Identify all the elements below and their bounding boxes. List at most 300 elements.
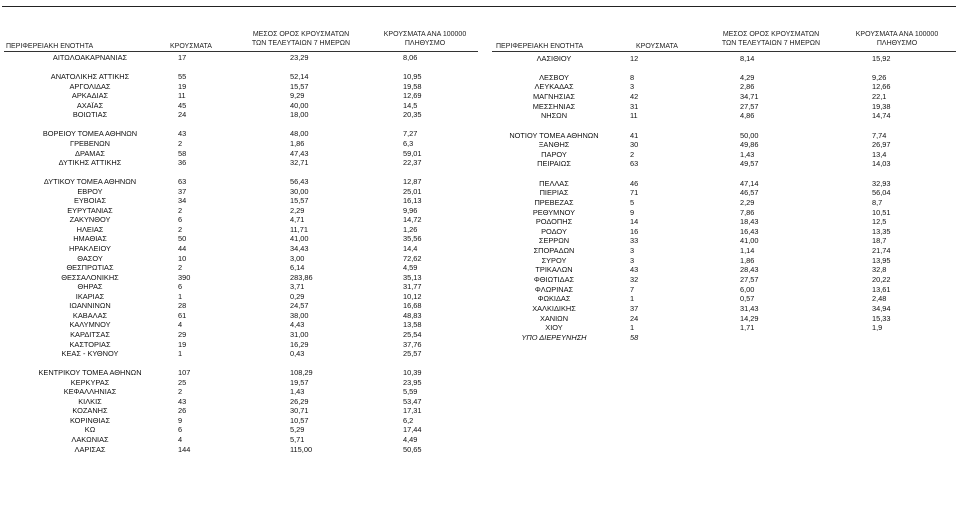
per100k-cell: 7,74 xyxy=(872,130,887,140)
region-cell: ΚΩ xyxy=(84,425,96,435)
avg7-cell: 115,00 xyxy=(290,444,313,454)
table-row xyxy=(0,253,960,266)
avg7-cell: 31,43 xyxy=(740,303,759,313)
table-row xyxy=(0,198,960,208)
table-row xyxy=(0,73,960,83)
avg7-cell: 1,86 xyxy=(740,255,755,265)
region-cell: ΕΒΡΟΥ xyxy=(77,186,103,196)
avg7-cell: 18,43 xyxy=(740,217,759,227)
per100k-cell: 12,69 xyxy=(403,91,422,101)
table-row xyxy=(0,285,960,295)
right-header-avg7 xyxy=(714,31,828,48)
region-cell: ΚΕΝΤΡΙΚΟΥ ΤΟΜΕΑ ΑΘΗΝΩΝ xyxy=(38,368,142,378)
region-cell: ΥΠΟ ΔΙΕΡΕΥΝΗΣΗ xyxy=(521,332,587,342)
table-row xyxy=(0,349,960,359)
table-row xyxy=(0,205,960,218)
region-cell: ΞΑΝΘΗΣ xyxy=(538,140,570,150)
avg7-cell: 1,71 xyxy=(740,323,755,333)
region-cell: ΚΙΛΚΙΣ xyxy=(78,396,102,406)
avg7-cell: 6,00 xyxy=(740,284,755,294)
avg7-cell: 4,43 xyxy=(290,320,305,330)
left-header-avg7-line1: ΜΕΣΟΣ ΟΡΟΣ ΚΡΟΥΣΜΑΤΩΝ xyxy=(252,31,350,38)
per100k-cell: 15,92 xyxy=(872,53,891,63)
per100k-cell: 16,13 xyxy=(403,196,422,206)
per100k-cell: 31,77 xyxy=(403,282,422,292)
avg7-cell: 11,71 xyxy=(290,224,308,234)
avg7-cell: 48,00 xyxy=(290,129,309,139)
cases-cell: 1 xyxy=(178,291,183,301)
region-cell: ΧΙΟΥ xyxy=(545,323,563,333)
avg7-cell: 23,29 xyxy=(290,53,309,62)
avg7-cell: 10,57 xyxy=(290,415,309,425)
table-row xyxy=(0,416,960,426)
table-row xyxy=(0,265,960,275)
per100k-cell: 15,33 xyxy=(872,313,891,323)
avg7-cell: 30,00 xyxy=(290,186,309,196)
cases-cell: 16 xyxy=(630,226,639,236)
region-cell: ΣΕΡΡΩΝ xyxy=(538,236,570,246)
avg7-cell: 4,29 xyxy=(740,72,755,82)
avg7-cell: 1,43 xyxy=(740,149,755,159)
avg7-cell: 56,43 xyxy=(290,177,309,187)
per100k-cell: 12,5 xyxy=(872,217,887,227)
table-spacer-row xyxy=(0,169,960,179)
cases-cell: 61 xyxy=(178,310,187,320)
cases-cell: 2 xyxy=(178,224,183,234)
region-cell: ΛΑΡΙΣΑΣ xyxy=(74,444,106,454)
avg7-cell: 27,57 xyxy=(740,101,759,111)
region-cell: ΚΕΡΚΥΡΑΣ xyxy=(70,377,110,387)
per100k-cell: 53,47 xyxy=(403,396,422,406)
per100k-cell: 17,31 xyxy=(403,406,422,416)
table-row xyxy=(0,54,960,64)
region-cell: ΛΕΥΚΑΔΑΣ xyxy=(534,82,574,92)
cases-cell: 29 xyxy=(178,329,187,339)
per100k-cell: 19,38 xyxy=(872,101,891,111)
cases-cell: 34 xyxy=(178,196,187,206)
per100k-cell: 19,58 xyxy=(403,81,422,91)
cases-cell: 25 xyxy=(178,377,187,387)
region-cell: ΠΑΡΟΥ xyxy=(541,149,567,159)
avg7-cell: 34,43 xyxy=(290,244,309,253)
per100k-cell: 8,06 xyxy=(403,53,418,62)
per100k-cell: 32,93 xyxy=(872,178,891,188)
table-row xyxy=(0,304,960,314)
per100k-cell: 6,2 xyxy=(403,415,414,425)
table-row xyxy=(0,111,960,121)
per100k-cell: 4,59 xyxy=(403,263,418,273)
avg7-cell: 46,57 xyxy=(740,188,759,198)
table-row xyxy=(0,92,960,102)
cases-cell: 43 xyxy=(178,129,187,139)
avg7-cell: 41,00 xyxy=(740,236,759,246)
avg7-cell: 27,57 xyxy=(740,274,759,284)
region-cell: ΖΑΚΥΝΘΟΥ xyxy=(69,215,111,225)
per100k-cell: 12,87 xyxy=(403,177,422,187)
avg7-cell: 28,43 xyxy=(740,265,759,275)
cases-cell: 37 xyxy=(630,303,639,313)
region-cell: ΓΡΕΒΕΝΩΝ xyxy=(70,138,110,148)
region-cell: ΚΑΛΥΜΝΟΥ xyxy=(69,320,111,330)
cases-cell: 4 xyxy=(178,320,183,330)
avg7-cell: 30,71 xyxy=(290,406,309,416)
region-cell: ΚΕΑΣ - ΚΥΘΝΟΥ xyxy=(61,349,119,359)
cases-cell: 9 xyxy=(630,207,635,217)
table-row xyxy=(0,425,960,435)
region-cell: ΤΡΙΚΑΛΩΝ xyxy=(535,265,573,275)
per100k-cell: 14,74 xyxy=(872,111,891,121)
table-row xyxy=(0,272,960,285)
region-cell: ΑΡΓΟΛΙΔΑΣ xyxy=(69,81,111,91)
avg7-cell: 1,43 xyxy=(290,387,305,397)
table-row xyxy=(0,236,960,246)
left-header-per100k-line2: ΠΛΗΘΥΣΜΟ xyxy=(404,39,446,47)
table-row xyxy=(0,445,960,455)
right-header-region: ΠΕΡΙΦΕΡΕΙΑΚΗ ΕΝΟΤΗΤΑ xyxy=(496,43,584,50)
cases-cell: 58 xyxy=(178,148,187,158)
table-row xyxy=(0,224,960,237)
cases-cell: 24 xyxy=(178,110,187,120)
cases-cell: 2 xyxy=(178,205,183,215)
cases-cell: 1 xyxy=(178,349,183,359)
avg7-cell: 49,57 xyxy=(740,159,759,169)
avg7-cell: 41,00 xyxy=(290,234,309,244)
region-cell: ΑΡΚΑΔΙΑΣ xyxy=(71,91,109,101)
avg7-cell: 5,29 xyxy=(290,425,305,435)
region-cell: ΡΕΘΥΜΝΟΥ xyxy=(532,207,576,217)
region-cell: ΝΗΣΩΝ xyxy=(540,111,568,121)
cases-cell: 8 xyxy=(630,72,635,82)
avg7-cell: 47,14 xyxy=(740,178,759,188)
region-cell: ΛΕΣΒΟΥ xyxy=(539,72,569,82)
table-row xyxy=(0,102,960,112)
avg7-cell: 1,86 xyxy=(290,138,305,148)
region-cell: ΜΑΓΝΗΣΙΑΣ xyxy=(533,92,575,102)
table-row xyxy=(0,150,960,160)
table-row xyxy=(0,291,960,304)
per100k-cell: 10,95 xyxy=(403,72,422,82)
cases-cell: 1 xyxy=(630,323,635,333)
avg7-cell: 15,57 xyxy=(290,196,309,206)
table-row xyxy=(0,131,960,141)
region-cell: ΧΑΝΙΩΝ xyxy=(539,313,569,323)
top-rule xyxy=(2,6,956,7)
table-row xyxy=(0,387,960,397)
cases-cell: 5 xyxy=(630,197,635,207)
per100k-cell: 25,57 xyxy=(403,349,422,359)
per100k-cell: 59,01 xyxy=(403,148,422,158)
per100k-cell: 14,5 xyxy=(403,100,418,110)
avg7-cell: 32,71 xyxy=(290,158,309,168)
avg7-cell: 47,43 xyxy=(290,148,309,158)
per100k-cell: 4,49 xyxy=(403,435,418,444)
avg7-cell: 9,29 xyxy=(290,91,305,101)
cases-cell: 144 xyxy=(178,444,191,454)
avg7-cell: 15,57 xyxy=(290,81,309,91)
avg7-cell: 3,71 xyxy=(290,282,305,292)
table-row xyxy=(0,333,960,343)
cases-cell: 71 xyxy=(630,188,639,198)
per100k-cell: 9,26 xyxy=(872,72,887,82)
per100k-cell: 25,54 xyxy=(403,329,422,339)
region-cell: ΒΟΡΕΙΟΥ ΤΟΜΕΑ ΑΘΗΝΩΝ xyxy=(42,129,138,139)
region-cell: ΛΑΣΙΘΙΟΥ xyxy=(536,53,572,63)
avg7-cell: 38,00 xyxy=(290,310,309,320)
region-cell: ΠΕΙΡΑΙΩΣ xyxy=(537,159,571,169)
left-header-cases: ΚΡΟΥΣΜΑΤΑ xyxy=(170,43,212,50)
avg7-cell: 0,57 xyxy=(740,294,755,304)
region-cell: ΑΝΑΤΟΛΙΚΗΣ ΑΤΤΙΚΗΣ xyxy=(50,72,130,82)
region-cell: ΒΟΙΩΤΙΑΣ xyxy=(72,110,108,120)
cases-cell: 44 xyxy=(178,244,187,253)
cases-cell: 9 xyxy=(178,415,183,425)
left-header-per100k xyxy=(370,31,480,48)
region-cell: ΔΥΤΙΚΟΥ ΤΟΜΕΑ ΑΘΗΝΩΝ xyxy=(43,177,137,187)
avg7-cell: 6,14 xyxy=(290,263,305,273)
cases-cell: 14 xyxy=(630,217,639,227)
table-row xyxy=(0,378,960,388)
region-cell: ΠΕΛΛΑΣ xyxy=(539,178,569,188)
per100k-cell: 8,7 xyxy=(872,197,883,207)
right-header-per100k-line1: ΚΡΟΥΣΜΑΤΑ ΑΝΑ 100000 xyxy=(855,31,939,38)
per100k-cell: 37,76 xyxy=(403,339,422,349)
table-row xyxy=(0,435,960,445)
cases-cell: 3 xyxy=(630,255,635,265)
avg7-cell: 108,29 xyxy=(290,368,313,378)
cases-cell: 50 xyxy=(178,234,187,244)
region-cell: ΘΑΣΟΥ xyxy=(77,253,103,263)
cases-cell: 31 xyxy=(630,101,639,111)
region-cell: ΧΑΛΚΙΔΙΚΗΣ xyxy=(532,303,576,313)
region-cell: ΙΚΑΡΙΑΣ xyxy=(75,291,105,301)
per100k-cell: 14,03 xyxy=(872,159,891,169)
table-row xyxy=(0,159,960,169)
avg7-cell: 18,00 xyxy=(290,110,309,120)
cases-cell: 24 xyxy=(630,313,639,323)
per100k-cell: 56,04 xyxy=(872,188,891,198)
per100k-cell: 14,4 xyxy=(403,244,418,253)
cases-cell: 42 xyxy=(630,92,639,102)
right-header-rule xyxy=(492,51,956,52)
region-cell: ΚΕΦΑΛΛΗΝΙΑΣ xyxy=(63,387,117,397)
region-cell: ΚΟΡΙΝΘΙΑΣ xyxy=(69,415,111,425)
right-header-avg7-line1: ΜΕΣΟΣ ΟΡΟΣ ΚΡΟΥΣΜΑΤΩΝ xyxy=(722,31,820,38)
avg7-cell: 26,29 xyxy=(290,396,309,406)
per100k-cell: 13,4 xyxy=(872,149,887,159)
per100k-cell: 23,95 xyxy=(403,377,422,387)
region-cell: ΗΛΕΙΑΣ xyxy=(76,224,104,234)
left-header-per100k-line1: ΚΡΟΥΣΜΑΤΑ ΑΝΑ 100000 xyxy=(383,31,467,38)
right-header-per100k-line2: ΠΛΗΘΥΣΜΟ xyxy=(876,39,918,47)
table-spacer-row xyxy=(0,63,960,73)
per100k-cell: 12,66 xyxy=(872,82,891,92)
per100k-cell: 10,39 xyxy=(403,368,422,378)
per100k-cell: 21,74 xyxy=(872,246,891,256)
avg7-cell: 31,00 xyxy=(290,329,309,339)
per100k-cell: 10,12 xyxy=(403,291,422,301)
per100k-cell: 48,83 xyxy=(403,310,422,320)
per100k-cell: 22,37 xyxy=(403,158,422,168)
right-header-cases: ΚΡΟΥΣΜΑΤΑ xyxy=(636,43,678,50)
avg7-cell: 40,00 xyxy=(290,100,309,110)
region-cell: ΦΩΚΙΔΑΣ xyxy=(537,294,571,304)
region-cell: ΠΡΕΒΕΖΑΣ xyxy=(534,197,574,207)
table-spacer-row xyxy=(0,121,960,131)
avg7-cell: 4,86 xyxy=(740,111,755,121)
table-row xyxy=(0,314,960,324)
table-row xyxy=(0,397,960,407)
cases-cell: 6 xyxy=(178,215,183,225)
per100k-cell: 72,62 xyxy=(403,253,422,263)
avg7-cell: 2,86 xyxy=(740,82,755,92)
region-cell: ΚΑΣΤΟΡΙΑΣ xyxy=(69,339,111,349)
cases-cell: 10 xyxy=(178,253,187,263)
cases-cell: 12 xyxy=(630,53,639,63)
table-spacer-row xyxy=(0,359,960,369)
region-cell: ΡΟΔΟΥ xyxy=(541,226,567,236)
cases-cell: 6 xyxy=(178,425,183,435)
cases-cell: 2 xyxy=(630,149,635,159)
cases-cell: 41 xyxy=(630,130,639,140)
cases-cell: 11 xyxy=(178,91,186,101)
avg7-cell: 0,29 xyxy=(290,291,305,301)
per100k-cell: 25,01 xyxy=(403,186,422,196)
per100k-cell: 1,26 xyxy=(403,224,418,234)
table-row xyxy=(0,188,960,198)
cases-cell: 46 xyxy=(630,178,639,188)
region-cell: ΔΥΤΙΚΗΣ ΑΤΤΙΚΗΣ xyxy=(58,158,122,168)
per100k-cell: 10,51 xyxy=(872,207,891,217)
per100k-cell: 1,9 xyxy=(872,323,883,333)
cases-cell: 11 xyxy=(630,111,638,121)
cases-cell: 36 xyxy=(178,158,187,168)
table-row xyxy=(0,217,960,227)
cases-cell: 58 xyxy=(630,332,639,342)
per100k-cell: 35,56 xyxy=(403,234,422,244)
cases-cell: 3 xyxy=(630,82,635,92)
avg7-cell: 16,29 xyxy=(290,339,309,349)
per100k-cell: 5,59 xyxy=(403,387,418,397)
right-header-per100k xyxy=(842,31,952,48)
region-cell: ΘΕΣΠΡΩΤΙΑΣ xyxy=(66,263,114,273)
table-row xyxy=(0,246,960,256)
left-header-region: ΠΕΡΙΦΕΡΕΙΑΚΗ ΕΝΟΤΗΤΑ xyxy=(6,43,94,50)
table-row xyxy=(0,368,960,378)
region-cell: ΦΘΙΩΤΙΔΑΣ xyxy=(533,274,575,284)
cases-cell: 2 xyxy=(178,387,183,397)
cases-cell: 30 xyxy=(630,140,639,150)
avg7-cell: 0,43 xyxy=(290,349,305,359)
left-header-rule xyxy=(4,51,478,52)
region-cell: ΜΕΣΣΗΝΙΑΣ xyxy=(532,101,576,111)
avg7-cell: 16,43 xyxy=(740,226,759,236)
cases-cell: 6 xyxy=(178,282,183,292)
avg7-cell: 4,71 xyxy=(290,215,305,225)
cases-cell: 55 xyxy=(178,72,187,82)
per100k-cell: 6,3 xyxy=(403,138,414,148)
region-cell: ΣΠΟΡΑΔΩΝ xyxy=(533,246,575,256)
avg7-cell: 24,57 xyxy=(290,301,309,311)
cases-cell: 2 xyxy=(178,263,183,273)
cases-cell: 390 xyxy=(178,272,191,282)
region-cell: ΛΑΚΩΝΙΑΣ xyxy=(71,435,109,444)
cases-cell: 4 xyxy=(178,435,183,444)
per100k-cell: 13,58 xyxy=(403,320,422,330)
right-header-avg7-line2: ΤΩΝ ΤΕΛΕΥΤΑΙΩΝ 7 ΗΜΕΡΩΝ xyxy=(721,39,821,47)
cases-cell: 45 xyxy=(178,100,187,110)
per100k-cell: 17,44 xyxy=(403,425,422,435)
avg7-cell: 3,00 xyxy=(290,253,305,263)
avg7-cell: 8,14 xyxy=(740,53,755,63)
region-cell: ΣΥΡΟΥ xyxy=(541,255,567,265)
cases-cell: 37 xyxy=(178,186,187,196)
avg7-cell: 2,29 xyxy=(740,197,755,207)
avg7-cell: 52,14 xyxy=(290,72,309,82)
per100k-cell: 26,97 xyxy=(872,140,891,150)
region-cell: ΔΡΑΜΑΣ xyxy=(75,148,105,158)
cases-cell: 17 xyxy=(178,53,187,62)
region-cell: ΚΑΡΔΙΤΣΑΣ xyxy=(70,329,110,339)
region-cell: ΑΧΑΪΑΣ xyxy=(76,100,104,110)
region-cell: ΕΥΡΥΤΑΝΙΑΣ xyxy=(67,205,113,215)
cases-cell: 107 xyxy=(178,368,191,378)
region-cell: ΝΟΤΙΟΥ ΤΟΜΕΑ ΑΘΗΝΩΝ xyxy=(509,130,599,140)
per100k-cell: 35,13 xyxy=(403,272,422,282)
table-row xyxy=(0,179,960,189)
per100k-cell: 2,48 xyxy=(872,294,887,304)
per100k-cell: 20,22 xyxy=(872,274,891,284)
cases-cell: 28 xyxy=(178,301,187,311)
per100k-cell: 20,35 xyxy=(403,110,422,120)
avg7-cell: 14,29 xyxy=(740,313,759,323)
region-cell: ΠΙΕΡΙΑΣ xyxy=(539,188,569,198)
table-row xyxy=(0,82,960,92)
avg7-cell: 34,71 xyxy=(740,92,759,102)
region-cell: ΗΡΑΚΛΕΙΟΥ xyxy=(69,244,111,253)
region-cell: ΘΕΣΣΑΛΟΝΙΚΗΣ xyxy=(61,272,119,282)
per100k-cell: 32,8 xyxy=(872,265,887,275)
cases-cell: 33 xyxy=(630,236,639,246)
cases-cell: 7 xyxy=(630,284,635,294)
cases-cell: 43 xyxy=(630,265,639,275)
avg7-cell: 283,86 xyxy=(290,272,313,282)
region-cell: ΗΜΑΘΙΑΣ xyxy=(73,234,107,244)
cases-cell: 19 xyxy=(178,81,187,91)
avg7-cell: 1,14 xyxy=(740,246,755,256)
region-cell: ΕΥΒΟΙΑΣ xyxy=(73,196,107,206)
region-cell: ΡΟΔΟΠΗΣ xyxy=(535,217,573,227)
per100k-cell: 14,72 xyxy=(403,215,422,225)
region-cell: ΚΟΖΑΝΗΣ xyxy=(72,406,108,416)
per100k-cell: 13,95 xyxy=(872,255,891,265)
table-row xyxy=(0,140,960,150)
region-cell: ΑΙΤΩΛΟΑΚΑΡΝΑΝΙΑΣ xyxy=(52,53,128,62)
per100k-cell: 13,35 xyxy=(872,226,891,236)
table-row xyxy=(0,406,960,416)
cases-cell: 2 xyxy=(178,138,183,148)
per100k-cell: 7,27 xyxy=(403,129,418,139)
avg7-cell: 49,86 xyxy=(740,140,759,150)
region-cell: ΘΗΡΑΣ xyxy=(77,282,103,292)
cases-cell: 19 xyxy=(178,339,187,349)
per100k-cell: 22,1 xyxy=(872,92,887,102)
per100k-cell: 13,61 xyxy=(872,284,891,294)
per100k-cell: 50,65 xyxy=(403,444,422,454)
avg7-cell: 19,57 xyxy=(290,377,309,387)
table-row xyxy=(0,323,960,333)
per100k-cell: 18,7 xyxy=(872,236,887,246)
cases-cell: 1 xyxy=(630,294,635,304)
